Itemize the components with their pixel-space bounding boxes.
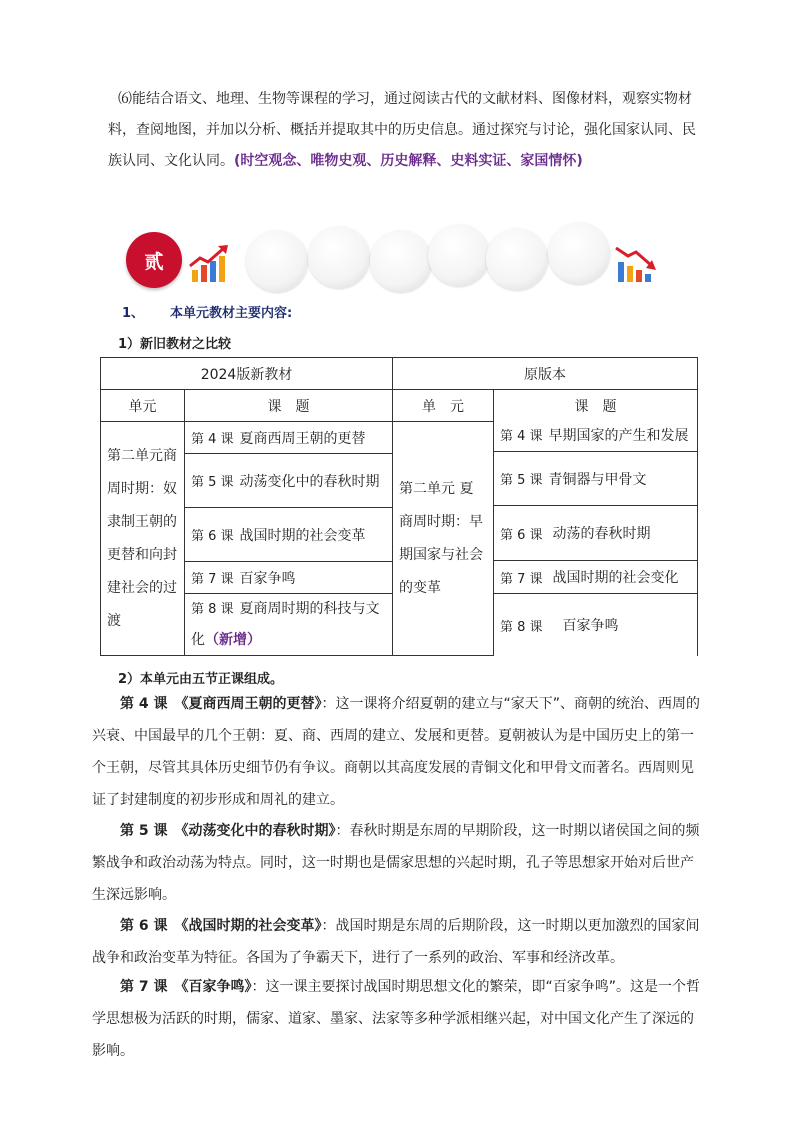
lesson-number: 第 7 课 <box>500 571 543 587</box>
lesson-description-title: 第 7 课 《百家争鸣》 <box>120 979 252 995</box>
banner-ball <box>548 222 610 284</box>
col-unit-new: 单元 <box>101 390 185 422</box>
new-unit-name: 第二单元商周时期：奴隶制王朝的更替和向封建社会的过渡 <box>101 422 185 656</box>
col-title-new: 课 题 <box>185 390 393 422</box>
new-lesson-tag: （新增） <box>205 632 261 648</box>
section-banner <box>126 222 686 292</box>
banner-ball <box>486 228 548 290</box>
subheading-lessons: 2）本单元由五节正课组成。 <box>118 672 284 687</box>
banner-ball <box>246 230 308 292</box>
section-heading-1 <box>122 302 292 321</box>
header-new-edition: 2024版新教材 <box>101 358 393 390</box>
lesson-description <box>92 688 704 816</box>
lesson-title: 百家争鸣 <box>239 570 296 587</box>
core-literacy-list: (时空观念、唯物史观、历史解释、史料实证、家国情怀) <box>234 153 583 169</box>
old-lesson-cell <box>494 561 697 594</box>
banner-ball <box>428 224 490 286</box>
lesson-title: 百家争鸣 <box>562 618 619 634</box>
col-title-old: 课 题 <box>494 390 698 422</box>
lesson-number: 第 4 课 <box>191 431 234 447</box>
intro-paragraph <box>108 84 708 177</box>
lesson-number: 第 7 课 <box>191 571 234 587</box>
lesson-description-text: ：战国时期是东周的后期阶段，这一时期以更加激烈的国家间战争和政治变革为特征。各国为了争霸天下，进行了一系列的政治、军事和经济改革。 <box>92 918 700 966</box>
falling-chart-icon <box>614 244 658 284</box>
lesson-title: 夏商周时期的科技与文化 <box>191 601 380 648</box>
col-unit-old: 单 元 <box>393 390 494 422</box>
new-lesson-row <box>185 454 393 508</box>
lesson-title: 夏商西周王朝的更替 <box>239 430 366 447</box>
lesson-description-text: ：这一课主要探讨战国时期思想文化的繁荣，即“百家争鸣”。这是一个哲学思想极为活跃的时期，儒家、道家、墨家、法家等多种学派相继兴起，对中国文化产生了深远的影响。 <box>92 979 701 1059</box>
section-heading-number: 1、 <box>122 306 145 321</box>
lesson-title: 青铜器与甲骨文 <box>548 471 647 488</box>
old-unit-name: 第二单元 夏商周时期：早期国家与社会的变革 <box>393 422 494 656</box>
lesson-title: 动荡变化中的春秋时期 <box>239 473 380 490</box>
new-lesson-row <box>185 422 393 454</box>
lesson-number: 第 4 课 <box>500 429 543 444</box>
header-old-edition: 原版本 <box>393 358 698 390</box>
lesson-number: 第 6 课 <box>500 527 543 543</box>
lesson-title: 早期国家的产生和发展 <box>548 427 689 444</box>
lesson-number: 第 8 课 <box>500 619 543 635</box>
banner-ball <box>308 226 370 288</box>
lesson-number: 第 5 课 <box>191 474 234 490</box>
lesson-description-title: 第 6 课 《战国时期的社会变革》 <box>120 918 322 934</box>
lesson-description <box>92 971 704 1067</box>
new-lesson-row <box>185 562 393 594</box>
new-lesson-row <box>185 594 393 656</box>
lesson-number: 第 6 课 <box>191 528 234 544</box>
new-lesson-row <box>185 508 393 562</box>
section-heading-title: 本单元教材主要内容: <box>170 306 293 321</box>
banner-ball <box>370 230 432 292</box>
subheading-comparison: 1）新旧教材之比较 <box>118 337 232 352</box>
old-lesson-cell <box>494 506 697 561</box>
section-number-badge: 贰 <box>126 232 182 288</box>
lesson-description-title: 第 4 课 《夏商西周王朝的更替》 <box>120 696 322 712</box>
lesson-description-text: ：这一课将介绍夏朝的建立与“家天下”、商朝的统治、西周的兴衰、中国最早的几个王朝：夏、商、西周的建立、发展和更替。夏朝被认为是中国历史上的第一个王朝，尽管其具体历史细节仍有争议。商朝以其高度发展的青铜文化和甲骨文而著名。西周则见证了封建制度的初步形成和周礼的建立。 <box>92 696 701 808</box>
lesson-title: 战国时期的社会变化 <box>552 570 679 586</box>
rising-chart-icon <box>188 244 232 284</box>
lesson-description <box>92 910 704 974</box>
lesson-number: 第 8 课 <box>191 602 234 617</box>
lesson-title: 战国时期的社会变革 <box>239 527 366 544</box>
old-lesson-cell <box>494 594 697 656</box>
lesson-number: 第 5 课 <box>500 473 543 488</box>
lesson-description-title: 第 5 课 《动荡变化中的春秋时期》 <box>120 823 336 839</box>
lesson-title: 动荡的春秋时期 <box>552 526 651 542</box>
lesson-description-text: ：春秋时期是东周的早期阶段，这一时期以诸侯国之间的频繁战争和政治动荡为特点。同时，这一时期也是儒家思想的兴起时期，孔子等思想家开始对后世产生深远影响。 <box>92 823 700 903</box>
lesson-description <box>92 815 704 911</box>
old-lesson-cell <box>494 452 697 506</box>
intro-text: ⑹能结合语文、地理、生物等课程的学习，通过阅读古代的文献材料、图像材料，观察实物材料，查阅地图，并加以分析、概括并提取其中的历史信息。通过探究与讨论，强化国家认同、民族认同、文化认同。 <box>108 91 696 169</box>
old-lesson-cell <box>494 418 697 452</box>
